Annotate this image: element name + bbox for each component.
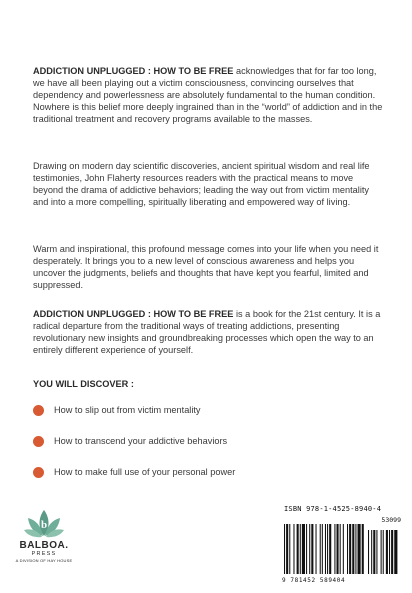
isbn-barcode bbox=[279, 502, 403, 586]
publisher-name: BALBOA. bbox=[19, 540, 69, 551]
barcode-icon bbox=[282, 524, 400, 576]
barcode-digits: 9 781452 589404 bbox=[282, 577, 346, 584]
svg-text:b: b bbox=[40, 519, 48, 531]
list-item-text: How to transcend your addictive behaviors bbox=[54, 436, 228, 446]
list-item-text: How to slip out from victim mentality bbox=[54, 405, 201, 415]
isbn-addon: 53099 bbox=[381, 516, 401, 524]
discover-heading: YOU WILL DISCOVER : bbox=[33, 379, 134, 389]
list-item bbox=[33, 435, 235, 448]
bullet-dot-icon bbox=[33, 467, 44, 478]
paragraph-intro bbox=[33, 66, 383, 126]
discover-list bbox=[33, 404, 235, 497]
book-title-inline: ADDICTION UNPLUGGED : HOW TO BE FREE bbox=[33, 309, 234, 319]
list-item bbox=[33, 404, 235, 417]
paragraph-drawing-on: Drawing on modern day scientific discoveries, ancient spiritual wisdom and real life testimonies, John Flaherty resources readers with the practical means to move beyond the drama of addictive behaviors; leading the way out from victim mentality and into a more compelling, spiritually liberating and empowered way of living. bbox=[33, 161, 370, 207]
publisher-logo bbox=[14, 508, 74, 578]
publisher-division: A DIVISION OF HAY HOUSE bbox=[15, 558, 73, 563]
paragraph-century bbox=[33, 309, 383, 357]
isbn-label: ISBN 978-1-4525-8940-4 bbox=[284, 505, 382, 513]
paragraph-warm: Warm and inspirational, this profound message comes into your life when you need it desperately. It brings you to a new level of conscious awareness and helps you uncover the judgments, beliefs and thoughts that have kept you fearful, limited and suppressed. bbox=[33, 244, 379, 290]
lotus-icon bbox=[24, 508, 64, 540]
paragraph-text: is a book for the 21st century. It is a radical departure from the traditional ways of treating addictions, presenting revolutionary new insights and groundbreaking processes which open the way to an entirely different experience of yourself. bbox=[33, 309, 381, 355]
book-title-inline: ADDICTION UNPLUGGED : HOW TO BE FREE bbox=[33, 66, 234, 76]
list-item-text: How to make full use of your personal power bbox=[54, 467, 236, 477]
list-item bbox=[33, 466, 235, 479]
bullet-dot-icon bbox=[33, 405, 44, 416]
paragraph-text: acknowledges that for far too long, we have all been playing out a victim consciousness, convincing ourselves that dependency and powerlessness are absolutely fundamental to the human condition. Nowhere is this belief more deeply ingrained than in the “world” of addiction and in the traditional treatment and recovery programs available to the masses. bbox=[33, 66, 383, 124]
publisher-sub: PRESS bbox=[31, 551, 57, 557]
bullet-dot-icon bbox=[33, 436, 44, 447]
